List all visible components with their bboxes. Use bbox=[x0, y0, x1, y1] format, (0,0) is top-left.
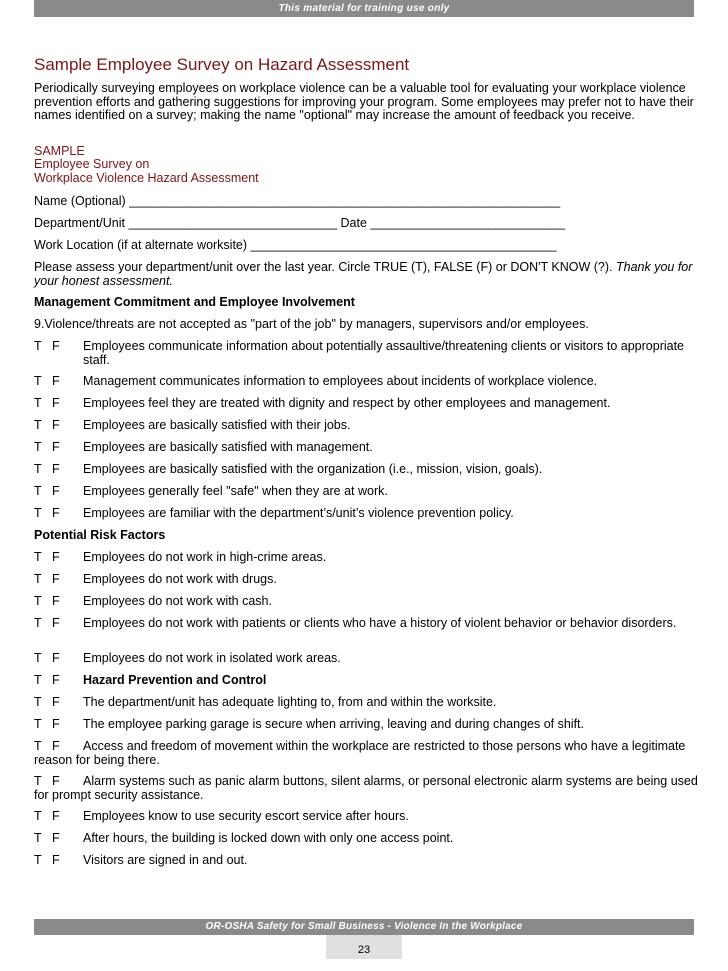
true-false-options[interactable]: T F bbox=[34, 831, 60, 845]
survey-item bbox=[34, 573, 699, 587]
page-number: 23 bbox=[326, 935, 402, 959]
true-false-options[interactable]: T F bbox=[34, 717, 60, 731]
true-false-options[interactable]: T F bbox=[34, 616, 60, 630]
survey-item-text: Employees are basically satisfied with the organization (i.e., mission, vision, goals). bbox=[83, 462, 543, 476]
sample-label: SAMPLE bbox=[34, 144, 85, 158]
survey-item bbox=[34, 419, 699, 433]
sample-subtitle: Employee Survey on bbox=[34, 157, 150, 171]
work-location-line: Work Location (if at alternate worksite) ____________________________________________ bbox=[34, 239, 557, 252]
true-false-options[interactable]: T F bbox=[34, 853, 60, 867]
true-false-options[interactable]: T F bbox=[34, 484, 60, 498]
true-false-options[interactable]: T F bbox=[34, 572, 60, 586]
survey-item-text: Alarm systems such as panic alarm buttons, silent alarms, or personal electronic alarm systems are being used for prompt security assistance. bbox=[34, 774, 698, 802]
true-false-options[interactable]: T F bbox=[34, 739, 60, 753]
survey-item bbox=[34, 485, 699, 499]
section-heading-risk: Potential Risk Factors bbox=[34, 528, 166, 542]
true-false-options[interactable]: T F bbox=[34, 594, 60, 608]
survey-item bbox=[34, 617, 699, 631]
true-false-options[interactable]: T F bbox=[34, 440, 60, 454]
survey-item bbox=[34, 832, 699, 846]
survey-item bbox=[34, 810, 699, 824]
survey-item-text: Employees communicate information about potentially assaultive/threatening clients or visitors to appropriate staff. bbox=[83, 339, 685, 367]
sample-title: Workplace Violence Hazard Assessment bbox=[34, 171, 259, 185]
true-false-options[interactable]: T F bbox=[34, 374, 60, 388]
survey-item-text: Employees do not work with cash. bbox=[83, 594, 272, 608]
instructions-text: Please assess your department/unit over the last year. Circle TRUE (T), FALSE (F) or DON'T KNOW (?). bbox=[34, 260, 613, 274]
survey-item-text: Employees do not work with drugs. bbox=[83, 572, 277, 586]
survey-item-text: Management communicates information to employees about incidents of workplace violence. bbox=[83, 374, 598, 388]
true-false-options[interactable]: T F bbox=[34, 695, 60, 709]
department-date-line: Department/Unit ______________________________ Date ____________________________ bbox=[34, 217, 566, 230]
intro-paragraph: Periodically surveying employees on workplace violence can be a valuable tool for evaluating your workplace violence prevention efforts and gathering suggestions for improving your program. Some employees may prefer not to have their names identified on a survey; making the name "optional" may increase the amount of feedback you receive. bbox=[34, 81, 694, 122]
survey-item bbox=[34, 375, 699, 389]
survey-item-text: Employees do not work with patients or clients who have a history of violent behavior or behavior disorders. bbox=[83, 616, 677, 630]
survey-item-text: Employees do not work in high-crime areas. bbox=[83, 550, 327, 564]
survey-item bbox=[34, 775, 699, 802]
instructions bbox=[34, 261, 699, 288]
survey-item-text: Employees are familiar with the department’s/unit’s violence prevention policy. bbox=[83, 506, 514, 520]
true-false-options[interactable]: T F bbox=[34, 673, 60, 687]
survey-item-text: Visitors are signed in and out. bbox=[83, 853, 248, 867]
true-false-options[interactable]: T F bbox=[34, 550, 60, 564]
name-field-line: Name (Optional) ______________________________________________________________ bbox=[34, 195, 561, 208]
survey-item bbox=[34, 696, 699, 710]
survey-item bbox=[34, 551, 699, 565]
survey-item-text: The department/unit has adequate lighting to, from and within the worksite. bbox=[83, 695, 497, 709]
section-heading-hazard: Hazard Prevention and Control bbox=[83, 673, 267, 687]
survey-item bbox=[34, 718, 699, 732]
survey-item-text: The employee parking garage is secure when arriving, leaving and during changes of shift. bbox=[83, 717, 584, 731]
true-false-options[interactable]: T F bbox=[34, 809, 60, 823]
survey-item-text: Employees do not work in isolated work areas. bbox=[83, 651, 341, 665]
survey-item-text: After hours, the building is locked down with only one access point. bbox=[83, 831, 454, 845]
section-heading-management: Management Commitment and Employee Involvement bbox=[34, 295, 355, 309]
survey-item bbox=[34, 441, 699, 455]
survey-item bbox=[34, 507, 699, 521]
page-title: Sample Employee Survey on Hazard Assessment bbox=[34, 55, 410, 74]
survey-item bbox=[34, 854, 699, 868]
survey-item bbox=[34, 340, 699, 367]
true-false-options[interactable]: T F bbox=[34, 462, 60, 476]
section-heading-hazard-row bbox=[34, 674, 699, 688]
survey-item-text: Employees generally feel "safe" when they are at work. bbox=[83, 484, 388, 498]
true-false-options[interactable]: T F bbox=[34, 418, 60, 432]
survey-item bbox=[34, 463, 699, 477]
survey-item-text: Employees feel they are treated with dignity and respect by other employees and management. bbox=[83, 396, 611, 410]
thanks-text: Thank you for your honest assessment. bbox=[34, 260, 693, 288]
true-false-options[interactable]: T F bbox=[34, 339, 60, 353]
true-false-options[interactable]: T F bbox=[34, 651, 60, 665]
survey-item bbox=[34, 740, 699, 767]
survey-item bbox=[34, 652, 699, 666]
true-false-options[interactable]: T F bbox=[34, 396, 60, 410]
footer-banner: OR-OSHA Safety for Small Business - Violence In the Workplace bbox=[34, 919, 694, 935]
item-9: 9.Violence/threats are not accepted as "part of the job" by managers, supervisors and/or employees. bbox=[34, 317, 589, 331]
survey-item-text: Employees are basically satisfied with their jobs. bbox=[83, 418, 351, 432]
survey-item bbox=[34, 595, 699, 609]
survey-item-text: Employees are basically satisfied with management. bbox=[83, 440, 373, 454]
header-banner: This material for training use only bbox=[34, 0, 694, 17]
survey-item-text: Access and freedom of movement within the workplace are restricted to those persons who have a legitimate reason for being there. bbox=[34, 739, 686, 767]
survey-item bbox=[34, 397, 699, 411]
true-false-options[interactable]: T F bbox=[34, 774, 60, 788]
survey-item-text: Employees know to use security escort service after hours. bbox=[83, 809, 409, 823]
true-false-options[interactable]: T F bbox=[34, 506, 60, 520]
